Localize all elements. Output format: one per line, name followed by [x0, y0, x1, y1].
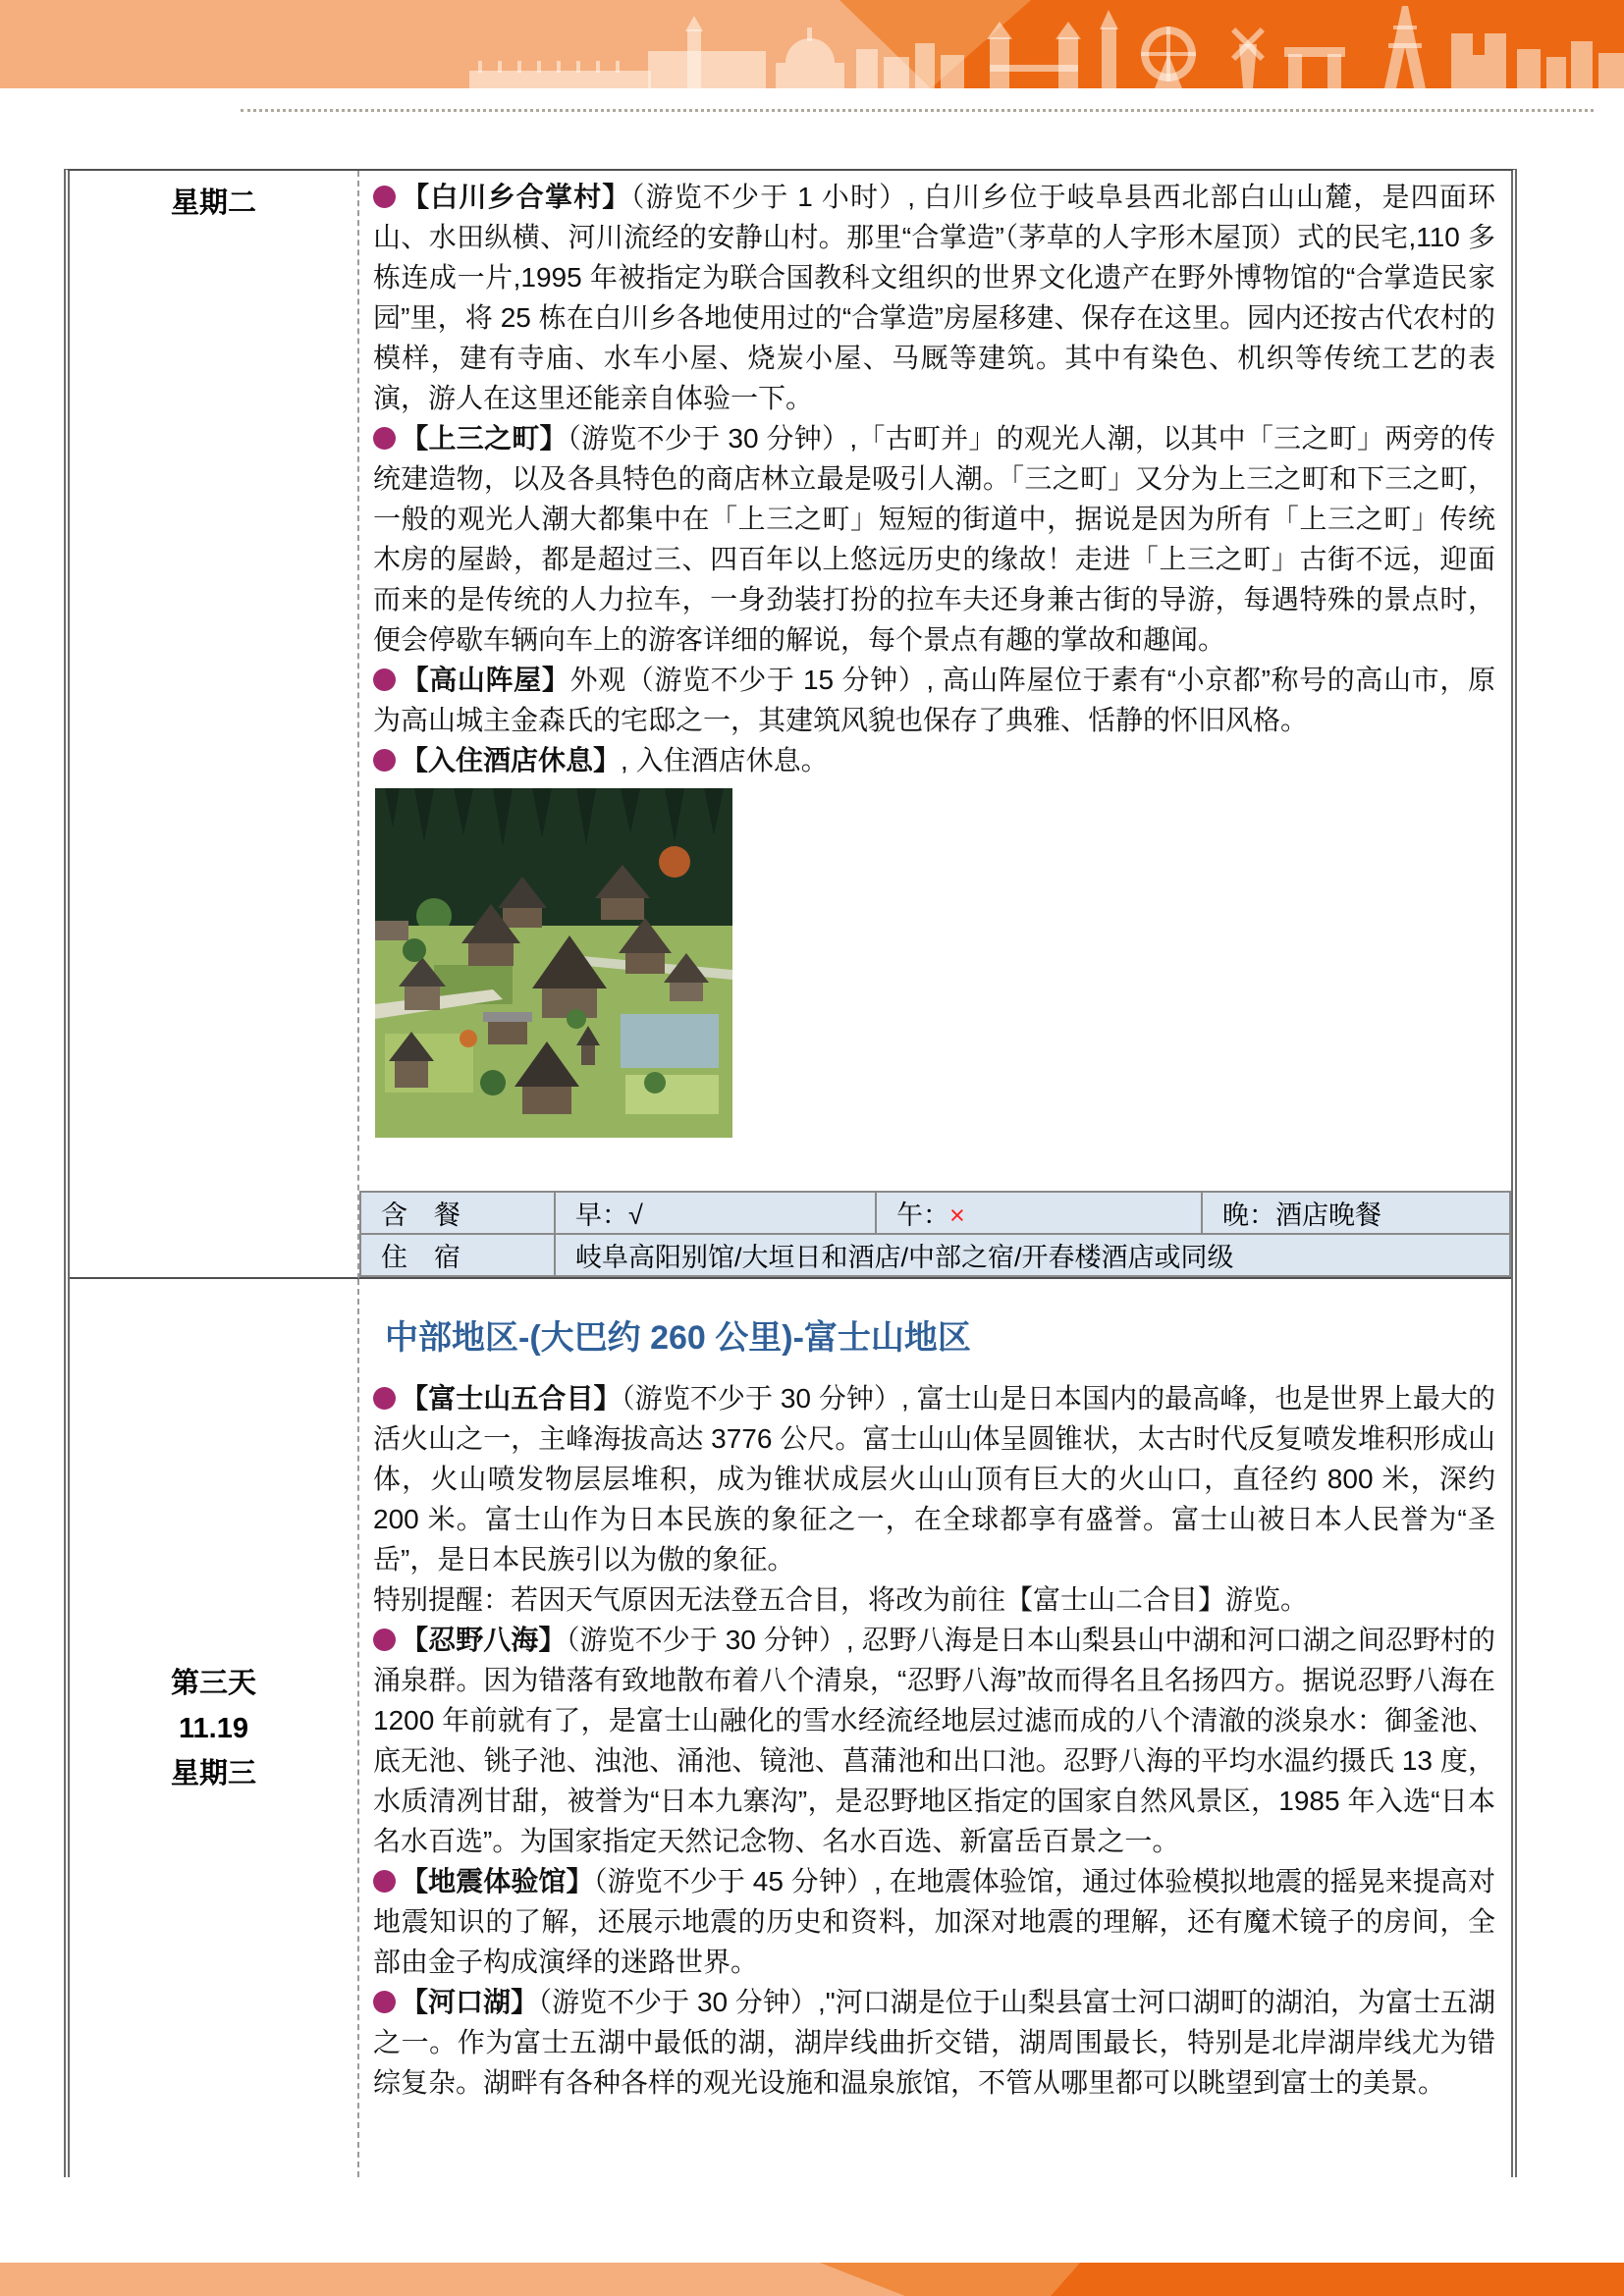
attraction-title: 【富士山五合目】	[401, 1383, 622, 1414]
attraction-description: （游览不少于 45 分钟）, 在地震体验馆，通过体验模拟地震的摇晃来提高对地震知识的了解，还展示地震的历史和资料，加深对地震的理解，还有魔术镜子的房间，全部由金子构成演绎的迷路世界。	[373, 1866, 1495, 1977]
attraction-description: , 入住酒店休息。	[621, 745, 829, 775]
attraction-title: 【上三之町】	[401, 423, 568, 454]
itinerary-paragraph	[373, 740, 1495, 780]
day2-content-cell	[359, 171, 1511, 1279]
skyline-banner-graphic	[0, 0, 1624, 88]
day3-day-number: 第三天	[170, 1667, 256, 1699]
day2-label-cell	[70, 171, 359, 1279]
day3-weekday: 星期三	[170, 1757, 256, 1789]
day3-content-cell	[359, 1279, 1511, 2177]
bullet-icon	[373, 1991, 396, 2013]
bullet-icon	[373, 1629, 396, 1651]
attraction-title: 【河口湖】	[401, 1987, 539, 2017]
attraction-description: 外观（游览不少于 15 分钟）, 高山阵屋位于素有“小京都”称号的高山市，原为高山城主金森氏的宅邸之一，其建筑风貌也保存了典雅、恬静的怀旧风格。	[373, 665, 1495, 735]
bullet-icon	[373, 1870, 396, 1893]
itinerary-paragraph	[373, 177, 1495, 418]
attraction-title: 【地震体验馆】	[401, 1866, 594, 1896]
attraction-description: （游览不少于 30 分钟）,"河口湖是位于山梨县富士河口湖町的湖泊，为富士五湖之一。作为富士五湖中最低的湖，湖岸线曲折交错，湖周围最长，特别是北岸湖岸线尤为错综复杂。湖畔有各种各样的观光设施和温泉旅馆，不管从哪里都可以眺望到富士的美景。	[373, 1987, 1495, 2098]
header-divider-rule	[241, 109, 1594, 112]
lunch-label: 午：	[896, 1201, 949, 1230]
lodging-row	[360, 1234, 1510, 1276]
attraction-title: 【忍野八海】	[401, 1625, 567, 1655]
itinerary-paragraph	[373, 1620, 1495, 1861]
meal-lodging-table	[359, 1191, 1511, 1277]
bullet-icon	[373, 668, 396, 691]
cross-icon: ×	[949, 1201, 965, 1230]
attraction-title: 【入住酒店休息】	[401, 745, 622, 775]
itinerary-paragraph	[373, 418, 1495, 660]
meal-lunch	[876, 1192, 1202, 1234]
itinerary-paragraph	[373, 1982, 1495, 2103]
attraction-title: 【白川乡合掌村】	[401, 182, 631, 212]
footer-band	[0, 2263, 1624, 2296]
day3-label-cell	[70, 1279, 359, 2177]
bullet-icon	[373, 1387, 396, 1410]
attraction-description: （游览不少于 1 小时）, 白川乡位于岐阜县西北部白山山麓，是四面环山、水田纵横、河川流经的安静山村。那里“合掌造”（茅草的人字形木屋顶）式的民宅,110 多栋连成一片,1995 年被指定为联合国教科文组织的世界文化遗产在野外博物馆的“合掌造民家园”里，将 25 栋在白川乡各地使用过的“合掌造”房屋移建、保存在这里。园内还按古代农村的模样，建有寺庙、水车小屋、烧炭小屋、马厩等建筑。其中有染色、机织等传统工艺的表演，游人在这里还能亲自体验一下。	[373, 182, 1495, 413]
lodging-hotels: 岐阜高阳别馆/大垣日和酒店/中部之宿/开春楼酒店或同级	[555, 1234, 1510, 1276]
day3-content	[359, 1279, 1511, 2103]
lodging-label: 住 宿	[360, 1234, 555, 1276]
attraction-title: 【高山阵屋】	[401, 665, 570, 695]
special-notice: 特别提醒：若因天气原因无法登五合目，将改为前往【富士山二合目】游览。	[373, 1584, 1309, 1615]
bullet-icon	[373, 427, 396, 450]
route-header: 中部地区-(大巴约 260 公里)-富士山地区	[385, 1319, 971, 1357]
meal-row	[360, 1192, 1510, 1234]
bullet-icon	[373, 186, 396, 208]
header-banner	[0, 0, 1624, 88]
itinerary-paragraph	[373, 660, 1495, 740]
attraction-description: （游览不少于 30 分钟）, 忍野八海是日本山梨县山中湖和河口湖之间忍野村的涌泉群。因为错落有致地散布着八个清泉，“忍野八海”故而得名且名扬四方。据说忍野八海在 1200 年前就有了，是富士山融化的雪水经流经地层过滤而成的八个清澈的淡泉水：御釜池、底无池、铫子池、浊池、涌池、镜池、菖蒲池和出口池。忍野八海的平均水温约摄氏 13 度，水质清冽甘甜，被誉为“日本九寨沟”，是忍野地区指定的国家自然风景区，1985 年入选“日本名水百选”。为国家指定天然记念物、名水百选、新富岳百景之一。	[373, 1625, 1495, 1856]
day2-content	[359, 171, 1511, 1144]
day2-weekday: 星期二	[170, 187, 256, 219]
meal-dinner: 晚：酒店晚餐	[1202, 1192, 1510, 1234]
bullet-icon	[373, 749, 396, 772]
shirakawa-village-photo	[375, 788, 732, 1138]
attraction-description: （游览不少于 30 分钟）, 富士山是日本国内的最高峰，也是世界上最大的活火山之一，主峰海拔高达 3776 公尺。富士山山体呈圆锥状，太古时代反复喷发堆积形成山体，火山喷发物层层堆积，成为锥状成层火山山顶有巨大的火山口，直径约 800 米，深约 200 米。富士山作为日本民族的象征之一，在全球都享有盛誉。富士山被日本人民誉为“圣岳”，是日本民族引以为傲的象征。	[373, 1383, 1495, 1575]
meal-label: 含 餐	[360, 1192, 555, 1234]
itinerary-paragraph	[373, 1378, 1495, 1579]
footer-band-graphic	[0, 2263, 1624, 2296]
meal-breakfast: 早：√	[555, 1192, 876, 1234]
day3-date: 11.19	[179, 1712, 248, 1744]
attraction-description: （游览不少于 30 分钟）,「古町并」的观光人潮，以其中「三之町」两旁的传统建造物，以及各具特色的商店林立最是吸引人潮。「三之町」又分为上三之町和下三之町，一般的观光人潮大都集中在「上三之町」短短的街道中，据说是因为所有「上三之町」传统木房的屋龄，都是超过三、四百年以上悠远历史的缘故！走进「上三之町」古街不远，迎面而来的是传统的人力拉车，一身劲装打扮的拉车夫还身兼古街的导游，每遇特殊的景点时，便会停歇车辆向车上的游客详细的解说，每个景点有趣的掌故和趣闻。	[373, 423, 1495, 655]
itinerary-table	[64, 169, 1517, 2177]
itinerary-paragraph	[373, 1861, 1495, 1982]
